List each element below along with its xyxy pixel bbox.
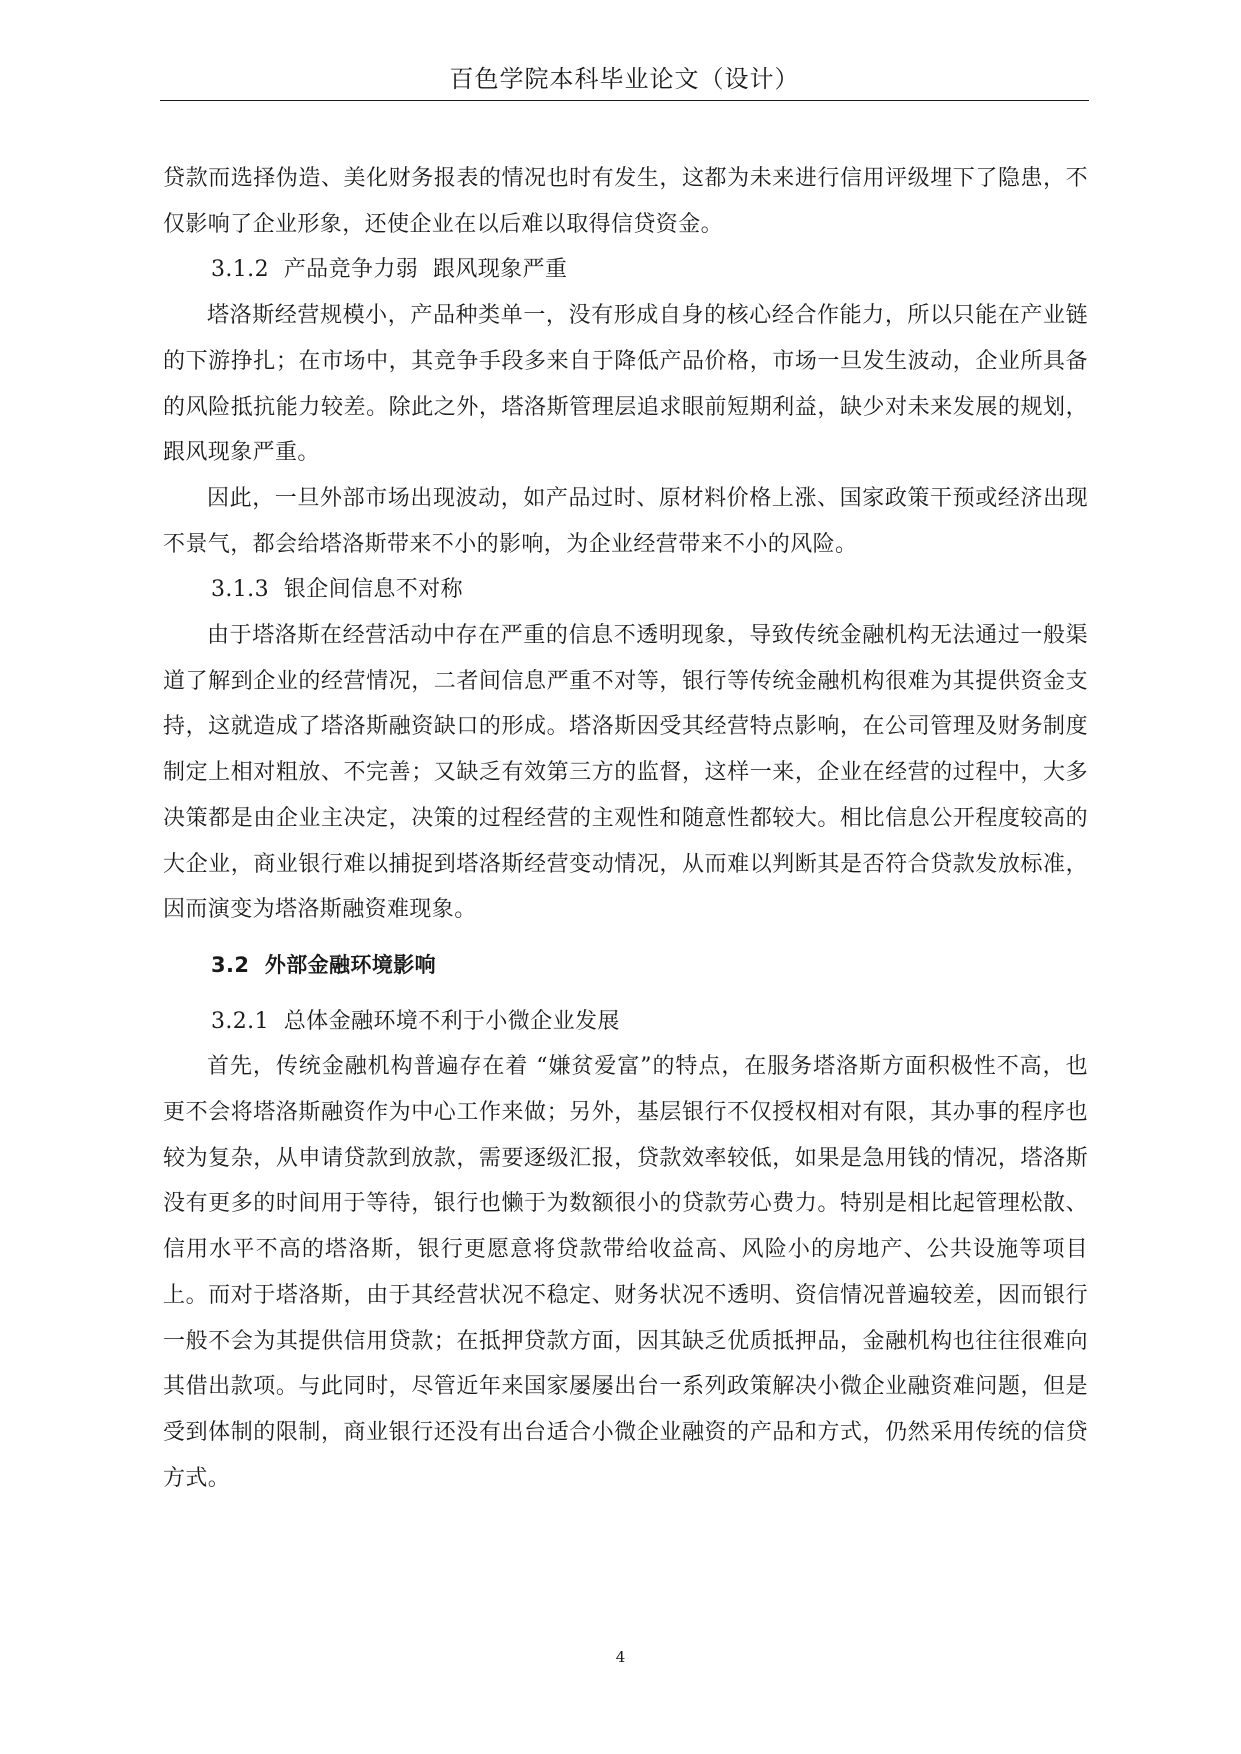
running-header: 百色学院本科毕业论文（设计） (449, 65, 800, 93)
section-heading-3-2: 3.2 外部金融环境影响 (211, 952, 437, 977)
paragraph-product-competitiveness: 塔洛斯经营规模小，产品种类单一，没有形成自身的核心经合作能力，所以只能在产业链的下游挣扎；在市场中，其竞争手段多来自于降低产品价格，市场一旦发生波动，企业所具备的风险抵抗能力较差。除此之外，塔洛斯管理层追求眼前短期利益，缺少对未来发展的规划，跟风现象严重。 (163, 303, 1088, 466)
page-number: 4 (615, 1648, 626, 1666)
subsection-heading-3-1-2: 3.1.2 产品竞争力弱 跟风现象严重 (211, 257, 568, 283)
body-text (163, 156, 1088, 1501)
header-rule (160, 100, 1089, 101)
paragraph-financial-environment: 首先，传统金融机构普遍存在着 “嫌贫爱富”的特点，在服务塔洛斯方面积极性不高，也更不会将塔洛斯融资作为中心工作来做；另外，基层银行不仅授权相对有限，其办事的程序也较为复杂，从申请贷款到放款，需要逐级汇报，贷款效率较低，如果是急用钱的情况，塔洛斯没有更多的时间用于等待，银行也懒于为数额很小的贷款劳心费力。特别是相比起管理松散、信用水平不高的塔洛斯，银行更愿意将贷款带给收益高、风险小的房地产、公共设施等项目上。而对于塔洛斯，由于其经营状况不稳定、财务状况不透明、资信情况普遍较差，因而银行一般不会为其提供信用贷款；在抵押贷款方面，因其缺乏优质抵押品，金融机构也往往很难向其借出款项。与此同时，尽管近年来国家屡屡出台一系列政策解决小微企业融资难问题，但是受到体制的限制，商业银行还没有出台适合小微企业融资的产品和方式，仍然采用传统的信贷方式。 (163, 1054, 1088, 1491)
paragraph-market-fluctuation: 因此，一旦外部市场出现波动，如产品过时、原材料价格上涨、国家政策干预或经济出现不景气，都会给塔洛斯带来不小的影响，为企业经营带来不小的风险。 (163, 485, 1088, 557)
paragraph-information-asymmetry: 由于塔洛斯在经营活动中存在严重的信息不透明现象，导致传统金融机构无法通过一般渠道了解到企业的经营情况，二者间信息严重不对等，银行等传统金融机构很难为其提供资金支持，这就造成了塔洛斯融资缺口的形成。塔洛斯因受其经营特点影响，在公司管理及财务制度制定上相对粗放、不完善；又缺乏有效第三方的监督，这样一来，企业在经营的过程中，大多决策都是由企业主决定，决策的过程经营的主观性和随意性都较大。相比信息公开程度较高的大企业，商业银行难以捕捉到塔洛斯经营变动情况，从而难以判断其是否符合贷款发放标准，因而演变为塔洛斯融资难现象。 (163, 623, 1088, 923)
paragraph-continuation: 贷款而选择伪造、美化财务报表的情况也时有发生，这都为未来进行信用评级埋下了隐患，不仅影响了企业形象，还使企业在以后难以取得信贷资金。 (163, 166, 1088, 237)
subsection-heading-3-2-1: 3.2.1 总体金融环境不利于小微企业发展 (211, 1008, 620, 1034)
subsection-heading-3-1-3: 3.1.3 银企间信息不对称 (211, 577, 463, 603)
